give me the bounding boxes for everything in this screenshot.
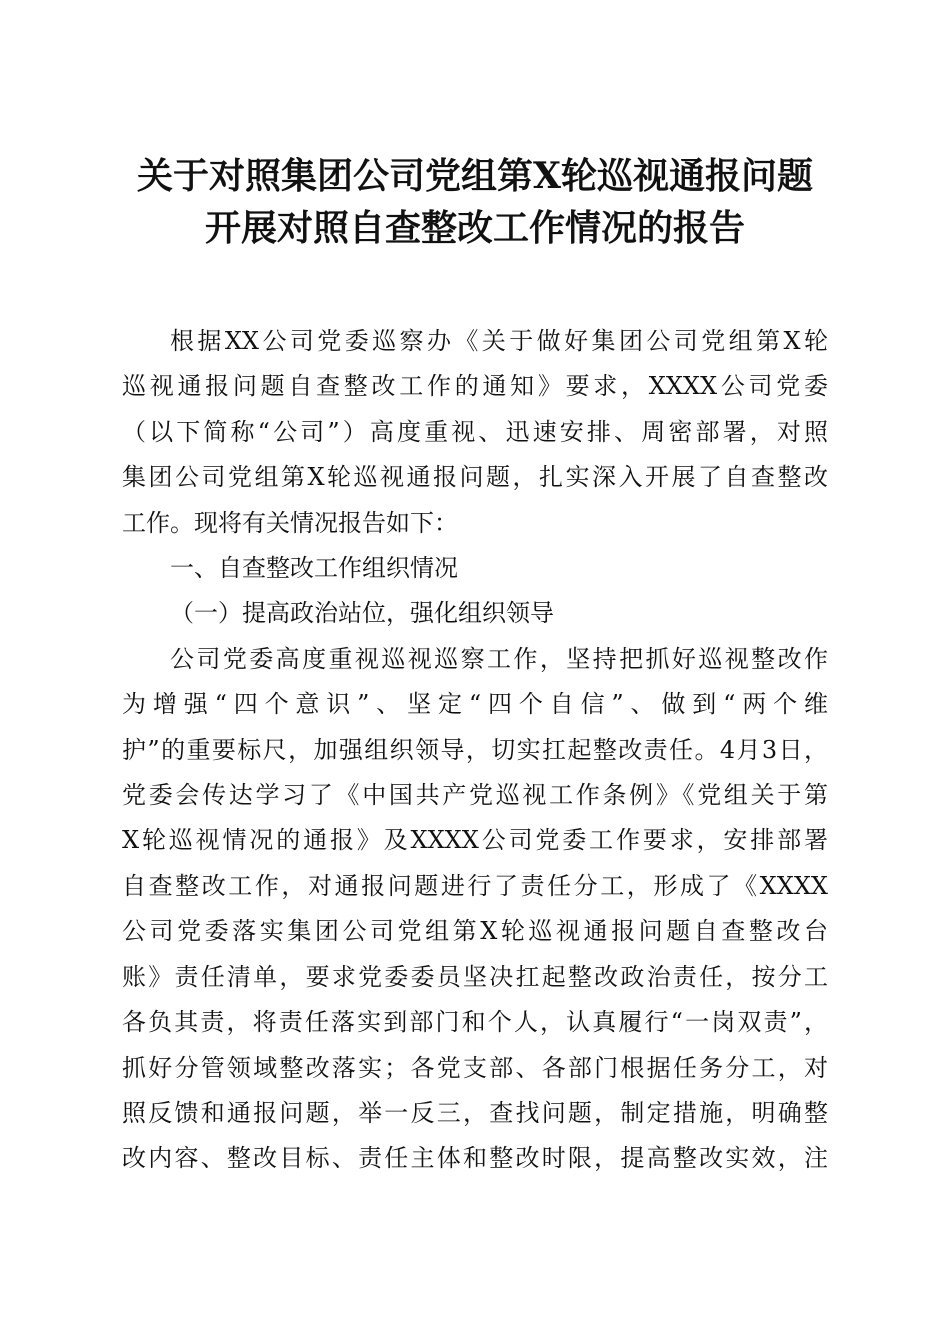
body-line: 照反馈和通报问题，举一反三，查找问题，制定措施，明确整 xyxy=(122,1098,828,1127)
title-line-1: 关于对照集团公司党组第X轮巡视通报问题 xyxy=(137,155,813,197)
body-line: X轮巡视情况的通报》及XXXX公司党委工作要求，安排部署 xyxy=(122,826,828,855)
body-line: 各负其责，将责任落实到部门和个人，认真履行“一岗双责”， xyxy=(122,1008,828,1037)
intro-line: 工作。现将有关情况报告如下： xyxy=(122,508,458,537)
document-title xyxy=(100,150,850,254)
section-heading: 一、自查整改工作组织情况 xyxy=(170,554,458,583)
body-line: 公司党委落实集团公司党组第X轮巡视通报问题自查整改台 xyxy=(122,917,828,946)
intro-paragraph xyxy=(122,319,828,546)
body-line: 自查整改工作，对通报问题进行了责任分工，形成了《XXXX xyxy=(122,871,828,900)
intro-line: 根据XX公司党委巡察办《关于做好集团公司党组第X轮 xyxy=(170,327,828,355)
intro-line: （以下简称“公司”）高度重视、迅速安排、周密部署，对照 xyxy=(122,417,828,446)
body-line: 党委会传达学习了《中国共产党巡视工作条例》《党组关于第 xyxy=(122,781,828,810)
body-paragraph xyxy=(122,637,828,1182)
body-line: 账》责任清单，要求党委委员坚决扛起整改政治责任，按分工 xyxy=(122,962,828,991)
document-body xyxy=(122,319,828,1182)
body-line: 抓好分管领域整改落实；各党支部、各部门根据任务分工，对 xyxy=(122,1053,828,1082)
intro-line: 巡视通报问题自查整改工作的通知》要求，XXXX公司党委 xyxy=(122,372,828,401)
subsection-heading: （一）提高政治站位，强化组织领导 xyxy=(170,599,554,628)
intro-line: 集团公司党组第X轮巡视通报问题，扎实深入开展了自查整改 xyxy=(122,463,828,492)
body-line: 护”的重要标尺，加强组织领导，切实扛起整改责任。4月3日， xyxy=(122,735,828,764)
title-line-2: 开展对照自查整改工作情况的报告 xyxy=(204,207,745,249)
body-line: 改内容、整改目标、责任主体和整改时限，提高整改实效，注 xyxy=(122,1144,828,1173)
body-line: 公司党委高度重视巡视巡察工作，坚持把抓好巡视整改作 xyxy=(170,644,828,673)
body-line: 为增强“四个意识”、坚定“四个自信”、做到“两个维 xyxy=(122,690,828,719)
